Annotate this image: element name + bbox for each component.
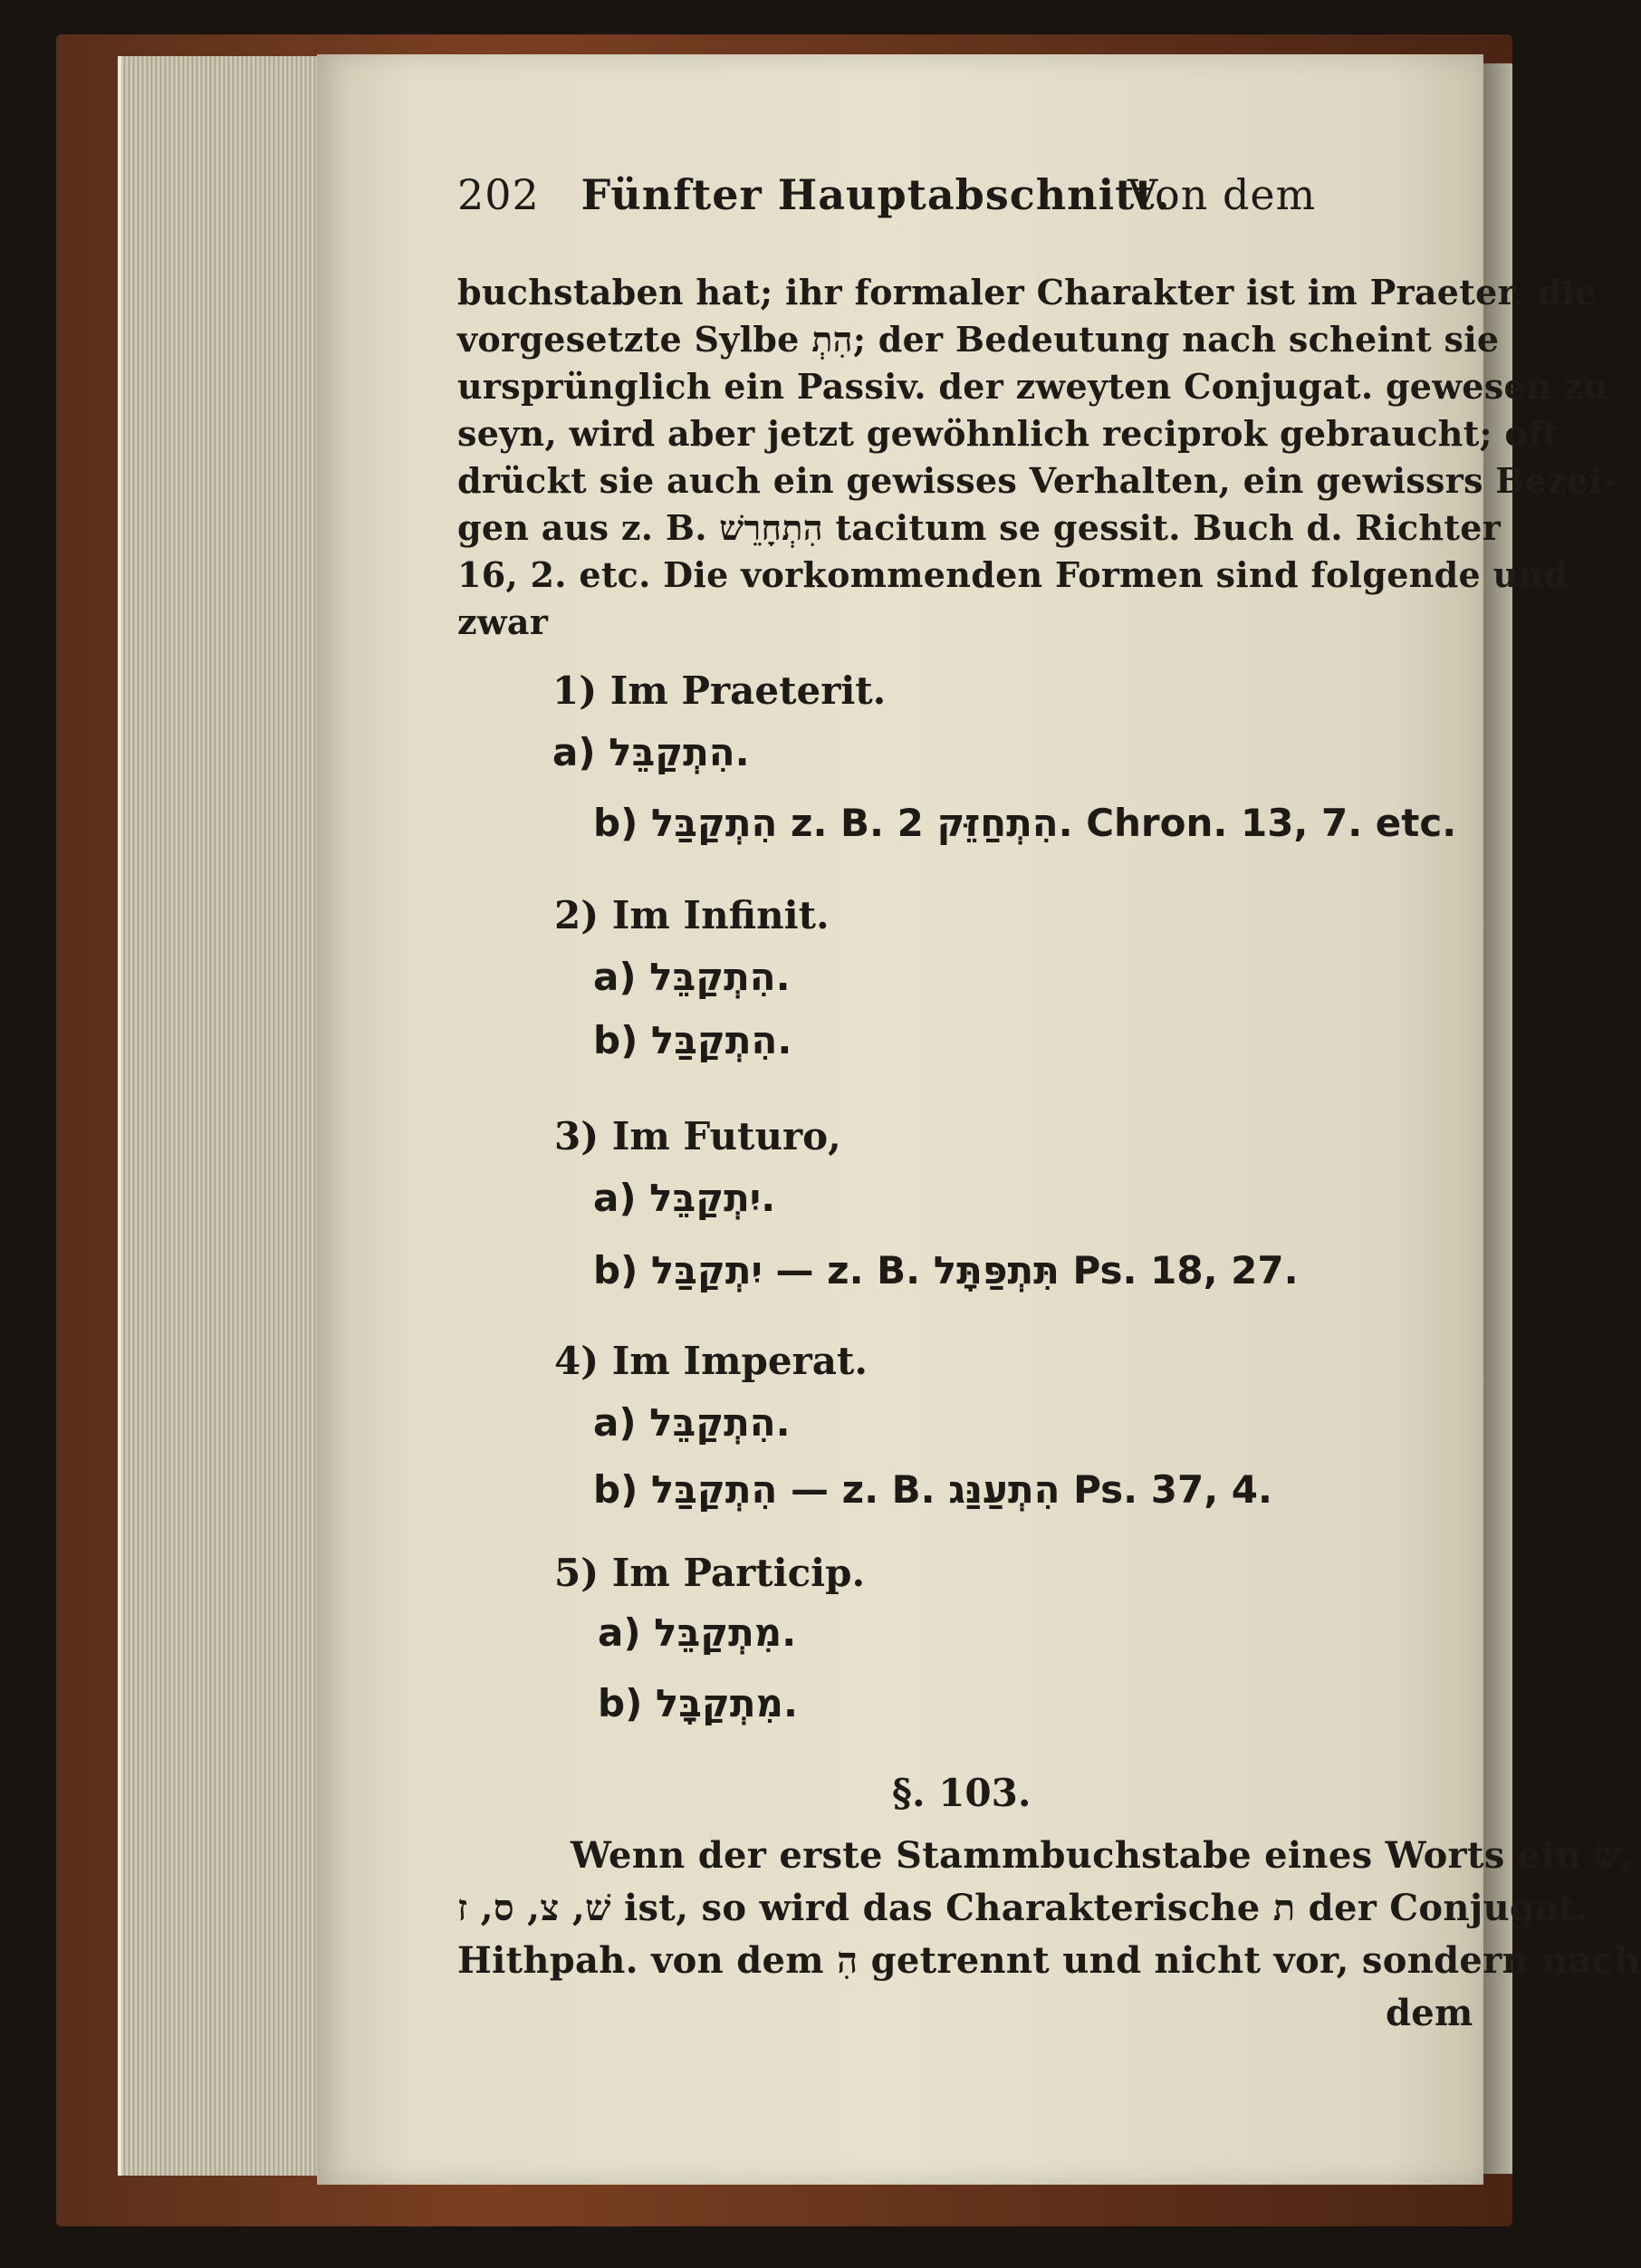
running-title: Fünfter Hauptabschnitt. [581, 170, 1171, 219]
running-title-right: Von dem [1128, 170, 1317, 219]
form-heading: 2) Im Infinit. [554, 893, 830, 937]
body-line: gen aus z. B. הִתְחָרֵשׁ tacitum se gessit. Buch d. Richter [457, 507, 1502, 548]
body-line: zwar [457, 601, 549, 642]
body-line: 16, 2. etc. Die vorkommenden Formen sind folgende und [457, 554, 1569, 595]
form-heading: 1) Im Praeterit. [552, 668, 887, 713]
body-line: seyn, wird aber jetzt gewöhnlich reciprok gebraucht; oft [457, 413, 1559, 454]
form-variant: b) הִתְקַבַּל — z. B. הִתְעַנַּג Ps. 37, 4. [593, 1467, 1272, 1512]
form-variant: b) הִתְקַבַּל. [593, 1018, 792, 1062]
form-variant: b) יִתְקַבַּל — z. B. תִּתְפַּתָּל Ps. 18, 27. [593, 1248, 1299, 1293]
body-line: Wenn der erste Stammbuchstabe eines Worts ein שׂ, [571, 1834, 1634, 1877]
form-variant: a) מִתְקַבֵּל. [598, 1610, 797, 1655]
running-header [457, 170, 1317, 219]
body-line: שׁ, צ, ס, ז ist, so wird das Charakterische ת der Conjugat. [457, 1887, 1589, 1929]
form-heading: 3) Im Futuro, [554, 1114, 841, 1158]
form-variant: a) הִתְקַבֵּל. [593, 955, 791, 999]
form-heading: 4) Im Imperat. [554, 1339, 868, 1383]
page-number: 202 [457, 170, 540, 219]
body-line: dem [1386, 1992, 1473, 2034]
body-line: vorgesetzte Sylbe הִתְ; der Bedeutung nach scheint sie [457, 319, 1500, 360]
form-variant: b) מִתְקַבָּל. [598, 1681, 798, 1725]
section-heading: §. 103. [892, 1771, 1032, 1815]
form-variant: a) יִתְקַבֵּל. [593, 1176, 776, 1220]
body-line: drückt sie auch ein gewisses Verhalten, ein gewissrs Bezei- [457, 460, 1617, 501]
body-line: buchstaben hat; ihr formaler Charakter ist im Praeter. die [457, 272, 1598, 312]
body-line: Hithpah. von dem הִ getrennt und nicht vor, sondern nach [457, 1939, 1641, 1982]
form-variant: a) הִתְקַבֵּל. [593, 1400, 791, 1445]
form-variant: b) הִתְקַבַּל z. B. הִתְחַזֵּק 2. Chron. 13, 7. etc. [593, 801, 1457, 845]
body-line: ursprünglich ein Passiv. der zweyten Conjugat. gewesen zu [457, 366, 1609, 407]
form-variant: a) הִתְקַבֵּל. [552, 730, 750, 774]
form-heading: 5) Im Particip. [554, 1551, 866, 1595]
